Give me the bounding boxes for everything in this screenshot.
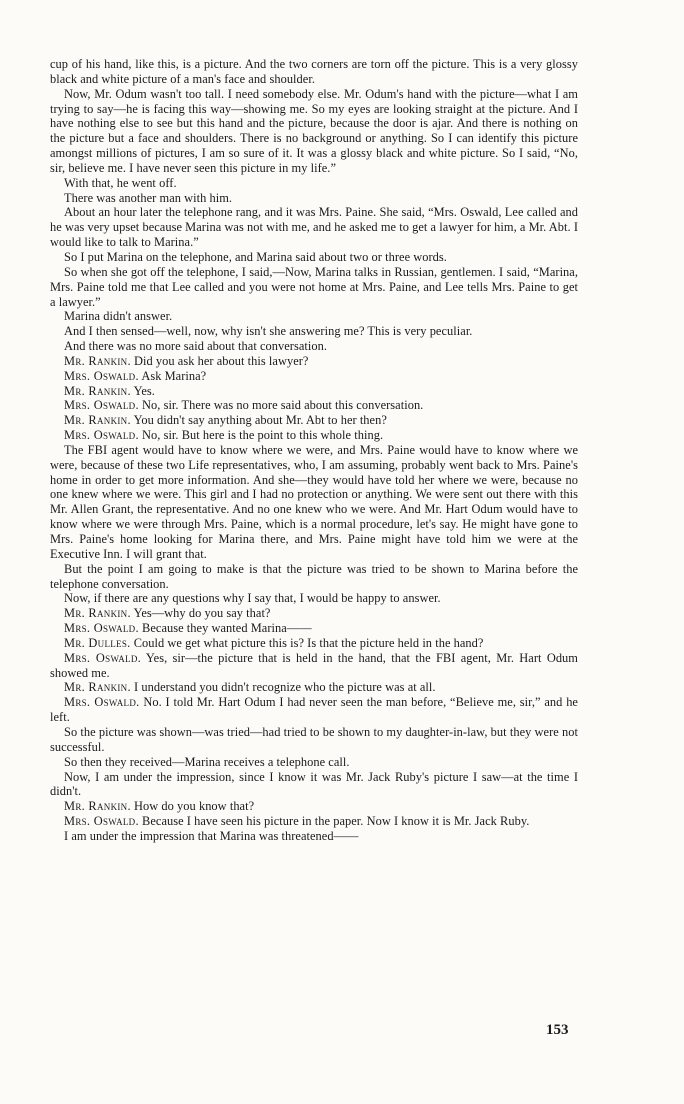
speaker-name: Mrs. Oswald.	[64, 428, 139, 443]
paragraph-text: So the picture was shown—was tried—had tried to be shown to my daughter-in-law, but they were not successful.	[50, 724, 578, 754]
paragraph	[50, 205, 578, 250]
speaker-paragraph	[50, 695, 578, 725]
speaker-paragraph	[50, 680, 578, 695]
paragraph-text: Did you ask her about this lawyer?	[134, 353, 309, 368]
speaker-name: Mrs. Oswald.	[64, 621, 139, 636]
page-number: 153	[546, 1022, 569, 1038]
paragraph-text: So then they received—Marina receives a telephone call.	[64, 754, 350, 769]
paragraph	[50, 755, 578, 770]
speaker-name: Mrs. Oswald.	[64, 650, 142, 665]
speaker-paragraph	[50, 354, 578, 369]
paragraph-text: I understand you didn't recognize who the picture was at all.	[134, 680, 436, 695]
paragraph	[50, 591, 578, 606]
paragraph-text: The FBI agent would have to know where we were, and Mrs. Paine would have to know where we were, because of these two Life representatives, who, I am assuming, probably went back to Mrs. Paine's home in order to get more information. And she—they would have told her where we were, because no one knew where we were. This girl and I had no protection or anything. We were sent out there with this Mr. Allen Grant, the representative. And no one knew who we were. And Mr. Hart Odum would have to know where we were through Mrs. Paine, which is a normal procedure, let's say. He might have gone to Mrs. Paine's home looking for Marina there, and Mrs. Paine might have told him we were at the Executive Inn. I will grant that.	[50, 442, 578, 561]
speaker-name: Mrs. Oswald.	[64, 814, 139, 829]
paragraph-text: But the point I am going to make is that the picture was tried to be shown to Marina before the telephone conversation.	[50, 561, 578, 591]
speaker-name: Mr. Rankin.	[64, 680, 131, 695]
paragraph	[50, 324, 578, 339]
paragraph	[50, 265, 578, 310]
speaker-paragraph	[50, 814, 578, 829]
paragraph-text: How do you know that?	[134, 799, 255, 814]
speaker-paragraph	[50, 636, 578, 651]
speaker-name: Mr. Rankin.	[64, 606, 131, 621]
speaker-paragraph	[50, 621, 578, 636]
speaker-name: Mr. Rankin.	[64, 353, 131, 368]
paragraph	[50, 176, 578, 191]
paragraph-text: You didn't say anything about Mr. Abt to her then?	[133, 413, 387, 428]
paragraph-text: There was another man with him.	[64, 190, 233, 205]
speaker-name: Mr. Dulles.	[64, 635, 131, 650]
speaker-name: Mr. Rankin.	[64, 799, 131, 814]
paragraph-text: Because they wanted Marina——	[142, 621, 312, 636]
paragraph	[50, 339, 578, 354]
paragraph-text: With that, he went off.	[64, 175, 177, 190]
paragraph	[50, 562, 578, 592]
speaker-name: Mrs. Oswald.	[64, 368, 139, 383]
paragraph	[50, 829, 578, 844]
paragraph-text: Ask Marina?	[141, 368, 207, 383]
paragraph-text: Could we get what picture this is? Is that the picture held in the hand?	[133, 635, 484, 650]
paragraph-text: Yes.	[133, 383, 155, 398]
speaker-name: Mr. Rankin.	[64, 383, 131, 398]
paragraph-text: Now, if there are any questions why I say that, I would be happy to answer.	[64, 591, 441, 606]
paragraph-text: Now, Mr. Odum wasn't too tall. I need somebody else. Mr. Odum's hand with the picture—what I am trying to say—he is facing this way—showing me. So my eyes are looking straight at the picture. And I have nothing else to see but this hand and the picture, because the door is ajar. And there is nothing on the picture but a face and shoulders. There is no background or anything. So I can identify this picture amongst millions of pictures, I am so sure of it. It was a glossy black and white picture. So I said, “No, sir, believe me. I have never seen this picture in my life.”	[50, 86, 578, 175]
paragraph-text: Because I have seen his picture in the paper. Now I know it is Mr. Jack Ruby.	[142, 814, 530, 829]
paragraph-text: And I then sensed—well, now, why isn't she answering me? This is very peculiar.	[64, 324, 473, 339]
paragraph-text: So when she got off the telephone, I said,—Now, Marina talks in Russian, gentlemen. I said, “Marina, Mrs. Paine told me that Lee called and you were not home at Mrs. Paine, and Lee tells Mrs. Paine to get a lawyer.”	[50, 264, 578, 309]
paragraph-text: No, sir. But here is the point to this whole thing.	[142, 428, 384, 443]
paragraph-text: I am under the impression that Marina was threatened——	[64, 828, 359, 843]
testimony-text	[50, 57, 578, 844]
speaker-paragraph	[50, 413, 578, 428]
speaker-name: Mr. Rankin.	[64, 413, 131, 428]
speaker-paragraph	[50, 799, 578, 814]
speaker-paragraph	[50, 606, 578, 621]
paragraph-text: Now, I am under the impression, since I know it was Mr. Jack Ruby's picture I saw—at the time I didn't.	[50, 769, 578, 799]
paragraph	[50, 57, 578, 87]
paragraph-text: About an hour later the telephone rang, and it was Mrs. Paine. She said, “Mrs. Oswald, Lee called and he was very upset because Marina was not with me, and he asked me to get a lawyer for him, a Mr. Abt. I would like to talk to Marina.”	[50, 205, 578, 250]
speaker-paragraph	[50, 369, 578, 384]
speaker-name: Mrs. Oswald.	[64, 695, 140, 710]
paragraph-text: No, sir. There was no more said about this conversation.	[142, 398, 424, 413]
paragraph	[50, 725, 578, 755]
speaker-paragraph	[50, 398, 578, 413]
paragraph	[50, 87, 578, 176]
paragraph-text: Yes—why do you say that?	[133, 606, 271, 621]
paragraph-text: No. I told Mr. Hart Odum I had never seen the man before, “Believe me, sir,” and he left.	[50, 695, 578, 725]
speaker-paragraph	[50, 384, 578, 399]
speaker-name: Mrs. Oswald.	[64, 398, 139, 413]
paragraph	[50, 770, 578, 800]
paragraph-text: Yes, sir—the picture that is held in the hand, that the FBI agent, Mr. Hart Odum showed me.	[50, 650, 578, 680]
speaker-paragraph	[50, 651, 578, 681]
paragraph	[50, 443, 578, 562]
paragraph-text: And there was no more said about that conversation.	[64, 339, 328, 354]
paragraph	[50, 250, 578, 265]
paragraph	[50, 309, 578, 324]
paragraph-text: So I put Marina on the telephone, and Marina said about two or three words.	[64, 249, 447, 264]
paragraph	[50, 191, 578, 206]
paragraph-text: cup of his hand, like this, is a picture. And the two corners are torn off the picture. This is a very glossy black and white picture of a man's face and shoulder.	[50, 57, 578, 86]
paragraph-text: Marina didn't answer.	[64, 309, 173, 324]
speaker-paragraph	[50, 428, 578, 443]
